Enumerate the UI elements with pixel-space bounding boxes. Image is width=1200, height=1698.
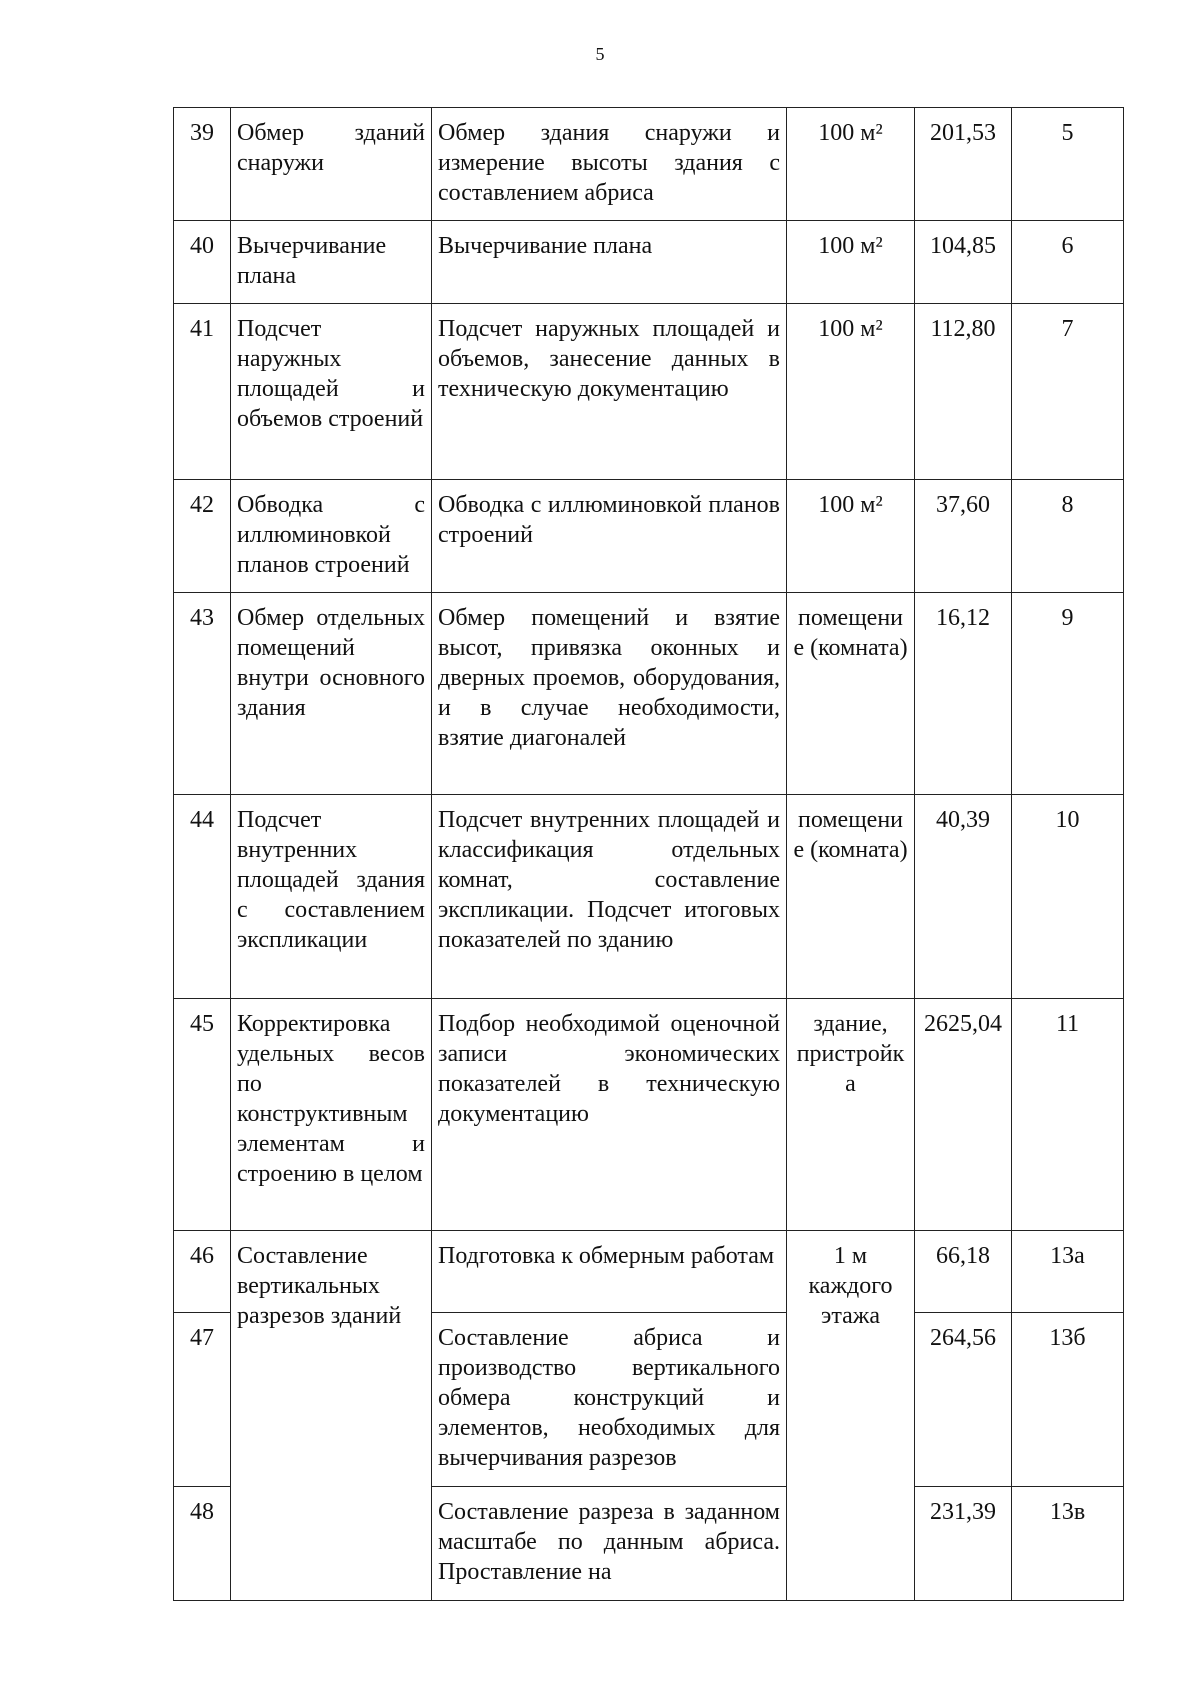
work-name: Подсчет внутренних площадей здания с составлением экспликации	[231, 795, 432, 999]
work-description: Составление абриса и производство вертикального обмера конструкций и элементов, необходимых для вычерчивания разрезов	[432, 1313, 787, 1487]
price-value: 37,60	[915, 480, 1012, 593]
row-number: 43	[174, 593, 231, 795]
price-value: 201,53	[915, 108, 1012, 221]
work-description: Подбор необходимой оценочной записи экономических показателей в техническую документацию	[432, 999, 787, 1231]
measure-unit: помещение (комната)	[787, 795, 915, 999]
reference-number: 11	[1012, 999, 1124, 1231]
row-number: 46	[174, 1231, 231, 1313]
price-value: 66,18	[915, 1231, 1012, 1313]
work-description: Обводка с иллюминовкой планов строений	[432, 480, 787, 593]
table-row	[174, 108, 1124, 221]
measure-unit: помещение (комната)	[787, 593, 915, 795]
table-row	[174, 593, 1124, 795]
measure-unit: 100 м²	[787, 304, 915, 480]
measure-unit: 100 м²	[787, 221, 915, 304]
table-row	[174, 221, 1124, 304]
reference-number: 9	[1012, 593, 1124, 795]
work-name: Обмер зданий снаружи	[231, 108, 432, 221]
table-row	[174, 795, 1124, 999]
reference-number: 5	[1012, 108, 1124, 221]
row-number: 44	[174, 795, 231, 999]
work-description: Подсчет наружных площадей и объемов, занесение данных в техническую документацию	[432, 304, 787, 480]
price-value: 112,80	[915, 304, 1012, 480]
row-number: 41	[174, 304, 231, 480]
table-row	[174, 1231, 1124, 1313]
work-description: Вычерчивание плана	[432, 221, 787, 304]
reference-number: 8	[1012, 480, 1124, 593]
work-name: Обводка с иллюминовкой планов строений	[231, 480, 432, 593]
page-number: 5	[595, 44, 605, 64]
work-name: Составление вертикальных разрезов зданий	[231, 1231, 432, 1601]
work-name: Обмер отдельных помещений внутри основного здания	[231, 593, 432, 795]
price-value: 40,39	[915, 795, 1012, 999]
measure-unit: здание, пристройка	[787, 999, 915, 1231]
table-row	[174, 480, 1124, 593]
measure-unit: 100 м²	[787, 108, 915, 221]
price-value: 104,85	[915, 221, 1012, 304]
price-value: 231,39	[915, 1487, 1012, 1601]
reference-number: 7	[1012, 304, 1124, 480]
row-number: 39	[174, 108, 231, 221]
reference-number: 13б	[1012, 1313, 1124, 1487]
row-number: 48	[174, 1487, 231, 1601]
work-name: Вычерчивание плана	[231, 221, 432, 304]
row-number: 45	[174, 999, 231, 1231]
table-row	[174, 304, 1124, 480]
work-description: Обмер здания снаружи и измерение высоты здания с составлением абриса	[432, 108, 787, 221]
measure-unit: 1 м каждого этажа	[787, 1231, 915, 1601]
work-description: Подготовка к обмерным работам	[432, 1231, 787, 1313]
work-name: Корректировка удельных весов по конструктивным элементам и строению в целом	[231, 999, 432, 1231]
reference-number: 13в	[1012, 1487, 1124, 1601]
work-description: Составление разреза в заданном масштабе по данным абриса. Проставление на	[432, 1487, 787, 1601]
table-row	[174, 999, 1124, 1231]
reference-number: 13а	[1012, 1231, 1124, 1313]
row-number: 40	[174, 221, 231, 304]
rates-table	[173, 107, 1124, 1601]
work-description: Подсчет внутренних площадей и классификация отдельных комнат, составление экспликации. Подсчет итоговых показателей по зданию	[432, 795, 787, 999]
price-value: 16,12	[915, 593, 1012, 795]
row-number: 47	[174, 1313, 231, 1487]
measure-unit: 100 м²	[787, 480, 915, 593]
reference-number: 10	[1012, 795, 1124, 999]
price-value: 264,56	[915, 1313, 1012, 1487]
work-description: Обмер помещений и взятие высот, привязка оконных и дверных проемов, оборудования, и в случае необходимости, взятие диагоналей	[432, 593, 787, 795]
price-value: 2625,04	[915, 999, 1012, 1231]
work-name: Подсчет наружных площадей и объемов строений	[231, 304, 432, 480]
reference-number: 6	[1012, 221, 1124, 304]
row-number: 42	[174, 480, 231, 593]
